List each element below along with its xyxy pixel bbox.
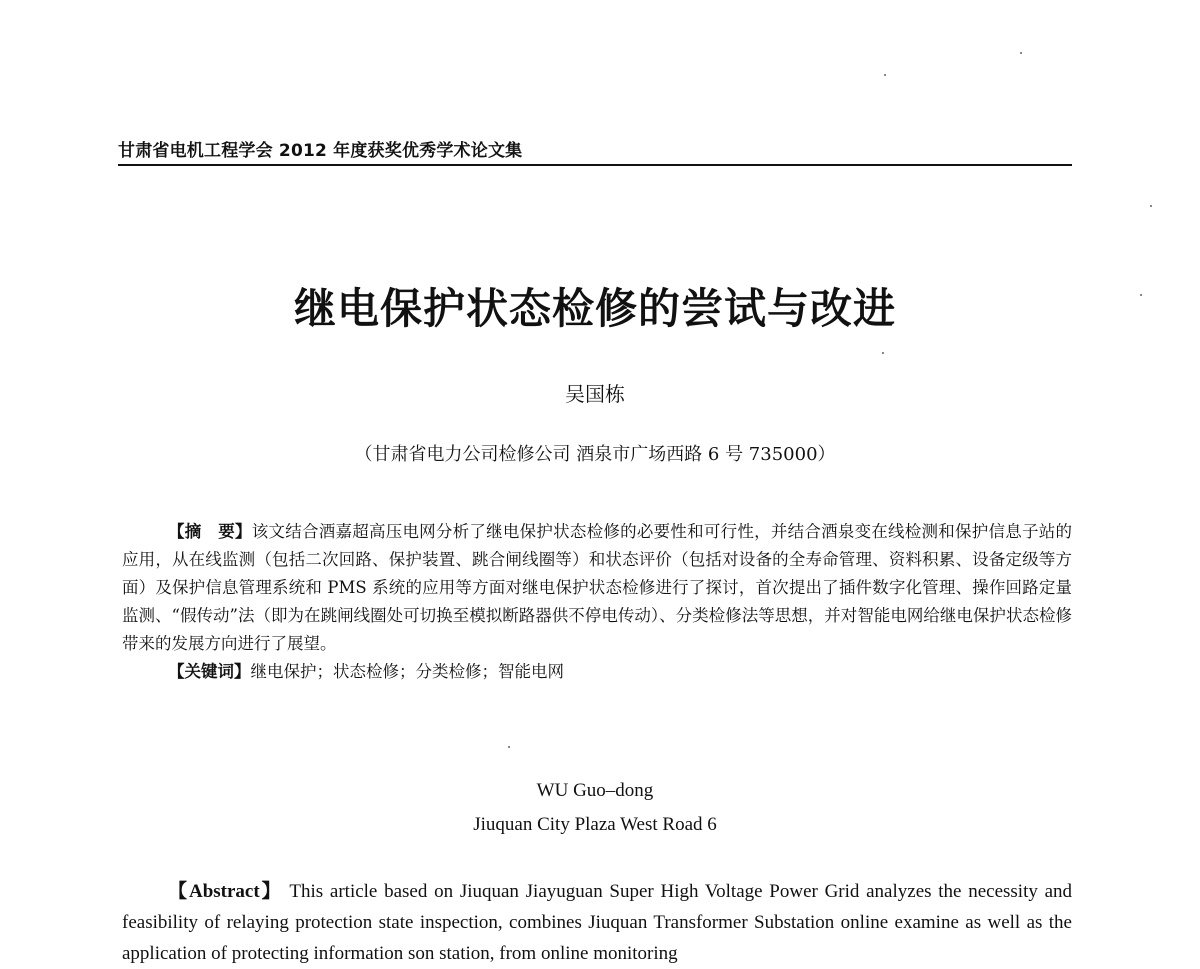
chinese-abstract (122, 518, 1072, 686)
scan-speck (1150, 205, 1152, 207)
paper-author: 吴国栋 (565, 382, 625, 406)
scan-speck (884, 74, 886, 76)
scan-speck (882, 352, 884, 354)
paper-affiliation: （甘肃省电力公司检修公司 酒泉市广场西路 6 号 735000） (354, 444, 836, 465)
english-affiliation: Jiuquan City Plaza West Road 6 (473, 814, 717, 835)
paper-title: 继电保护状态检修的尝试与改进 (293, 284, 896, 333)
header-rule (118, 164, 1072, 166)
keywords-label: 【关键词】 (168, 662, 251, 681)
english-abstract-text: This article based on Jiuquan Jiayuguan Super High Voltage Power Grid analyzes the necessity and feasibility of relaying protection state inspection, combines Jiuquan Transformer Substation online examine as well as the application of protecting information son station, from online monitoring (122, 881, 1073, 964)
english-abstract-paragraph (122, 876, 1072, 969)
abstract-text: 该文结合酒嘉超高压电网分析了继电保护状态检修的必要性和可行性，并结合酒泉变在线检测和保护信息子站的应用，从在线监测（包括二次回路、保护装置、跳合闸线圈等）和状态评价（包括对设备的全寿命管理、资料积累、设备定级等方面）及保护信息管理系统和 PMS 系统的应用等方面对继电保护状态检修进行了探讨，首次提出了插件数字化管理、操作回路定量监测、“假传动”法（即为在跳闸线圈处可切换至模拟断路器供不停电传动）、分类检修法等思想，并对智能电网给继电保护状态检修带来的发展方向进行了展望。 (122, 522, 1073, 653)
abstract-label: 【摘 要】 (168, 522, 252, 541)
keywords-paragraph (122, 658, 1072, 686)
scan-speck (508, 746, 510, 748)
keywords-text: 继电保护；状态检修；分类检修；智能电网 (250, 662, 564, 681)
english-abstract-label: 【Abstract】 (168, 881, 283, 902)
scan-speck (1020, 52, 1022, 54)
english-abstract (122, 876, 1072, 969)
running-head: 甘肃省电机工程学会 2012 年度获奖优秀学术论文集 (118, 141, 523, 161)
english-author: WU Guo–dong (536, 780, 654, 801)
scan-speck (1140, 294, 1142, 296)
abstract-paragraph (122, 518, 1072, 658)
